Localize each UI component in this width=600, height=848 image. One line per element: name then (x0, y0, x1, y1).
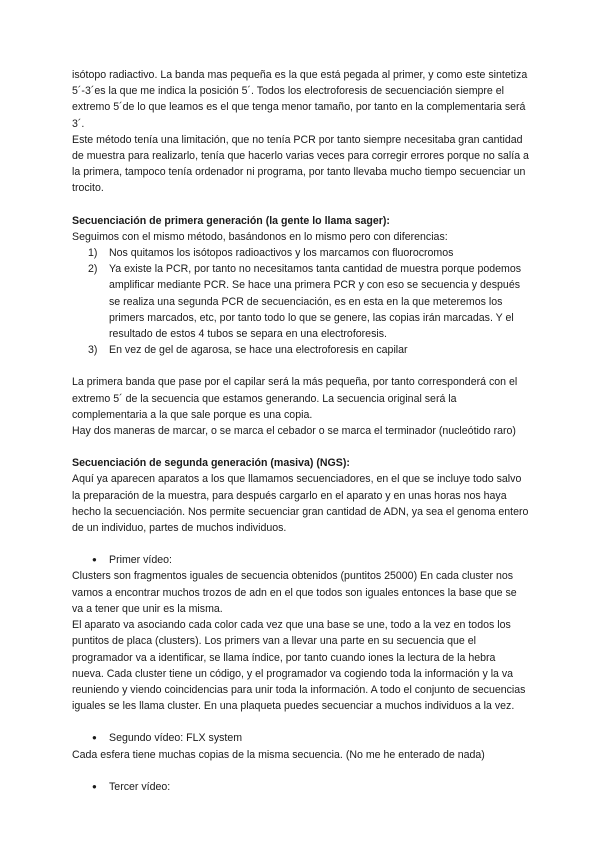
bullet-icon: ● (92, 781, 97, 791)
list-number: 1) (88, 247, 98, 260)
list-item-text: Ya existe la PCR, por tanto no necesitamos tanta cantidad de muestra porque podemos amplificar mediante PCR. Se hace una primera PCR y con eso se secuencia y después se realiza una segunda PCR de secuenciación, es en esta en la que meteremos los primers marcados, etc, por tanto todo lo que se genere, las copias irán marcadas. Y el resultado de estos 4 tubos se separa en una electroforesis. (109, 263, 522, 341)
video1-bullet-list (72, 552, 530, 568)
section1-heading: Secuenciación de primera generación (la gente lo llama sager): (72, 214, 390, 227)
video2-paragraph-1: Cada esfera tiene muchas copias de la misma secuencia. (No me he enterado de nada) (72, 748, 485, 761)
video3-bullet-list (72, 779, 530, 795)
video3-label: Tercer vídeo: (109, 780, 171, 793)
list-item (72, 730, 530, 746)
differences-list (72, 245, 530, 358)
bullet-icon: ● (92, 733, 97, 743)
section1-paragraph-1: La primera banda que pase por el capilar será la más pequeña, por tanto corresponderá con el extremo 5´ de la secuencia que estamos generando. La secuencia original será la complementaria a la que sale porque es una copia. (72, 376, 518, 421)
video1-paragraph-1: Clusters son fragmentos iguales de secuencia obtenidos (puntitos 25000) En cada cluster nos vamos a encontrar muchos trozos de adn en el que todos son iguales entonces la base que se va a tener que unir es la misma. (72, 570, 517, 615)
list-number: 3) (88, 344, 98, 357)
video1-paragraph-2: El aparato va asociando cada color cada vez que una base se une, todo a la vez en todos los puntitos de placa (clusters). Los primers van a llevar una parte en su secuencia que el programador va a identificar, se llama índice, por tanto cuando iones la lectura de la hebra nueva. Cada cluster tiene un código, y el programador va cogiendo toda la información y la va reuniendo y viendo coincidencias para unir toda la información. A todo el conjunto de secuencias iguales se les llama cluster. En una plaqueta puedes secuenciar a muchos individuos a la vez. (72, 619, 526, 713)
section1-lead: Seguimos con el mismo método, basándonos en lo mismo pero con diferencias: (72, 230, 448, 243)
list-item-text: En vez de gel de agarosa, se hace una electroforesis en capilar (109, 344, 408, 357)
list-item (72, 552, 530, 568)
list-item (72, 779, 530, 795)
list-number: 2) (88, 263, 98, 276)
intro-paragraph-2: Este método tenía una limitación, que no tenía PCR por tanto siempre necesitaba gran cantidad de muestra para realizarlo, tenía que hacerlo varias veces para corregir errores porque no salía a la primera, tampoco tenía ordenador ni programa, por tanto llevaba mucho tiempo secuenciar un trocito. (72, 133, 529, 195)
bullet-icon: ● (92, 555, 97, 565)
video1-label: Primer vídeo: (109, 554, 172, 567)
section1-paragraph-2: Hay dos maneras de marcar, o se marca el cebador o se marca el terminador (nucleótido raro) (72, 425, 516, 438)
intro-paragraph-1: isótopo radiactivo. La banda mas pequeña es la que está pegada al primer, y como este sintetiza 5´-3´es la que me indica la posición 5´. Todos los electroforesis de secuenciación siempre el extremo 5´de lo que leamos es el que tenga menor tamaño, por tanto en la complementaria será 3´. (72, 69, 528, 130)
video2-label: Segundo vídeo: FLX system (109, 732, 243, 745)
list-item (72, 261, 530, 342)
list-item-text: Nos quitamos los isótopos radioactivos y los marcamos con fluorocromos (109, 247, 454, 260)
section2-intro: Aquí ya aparecen aparatos a los que llamamos secuenciadores, en el que se incluye todo salvo la preparación de la muestra, para después cargarlo en el aparato y en unas horas nos haya hecho la secuenciación. Nos permite secuenciar gran cantidad de ADN, ya sea el genoma entero de un individuo, partes de muchos individuos. (72, 473, 529, 535)
section2-heading: Secuenciación de segunda generación (masiva) (NGS): (72, 457, 350, 470)
list-item (72, 342, 530, 358)
list-item (72, 245, 530, 261)
video2-bullet-list (72, 730, 530, 746)
